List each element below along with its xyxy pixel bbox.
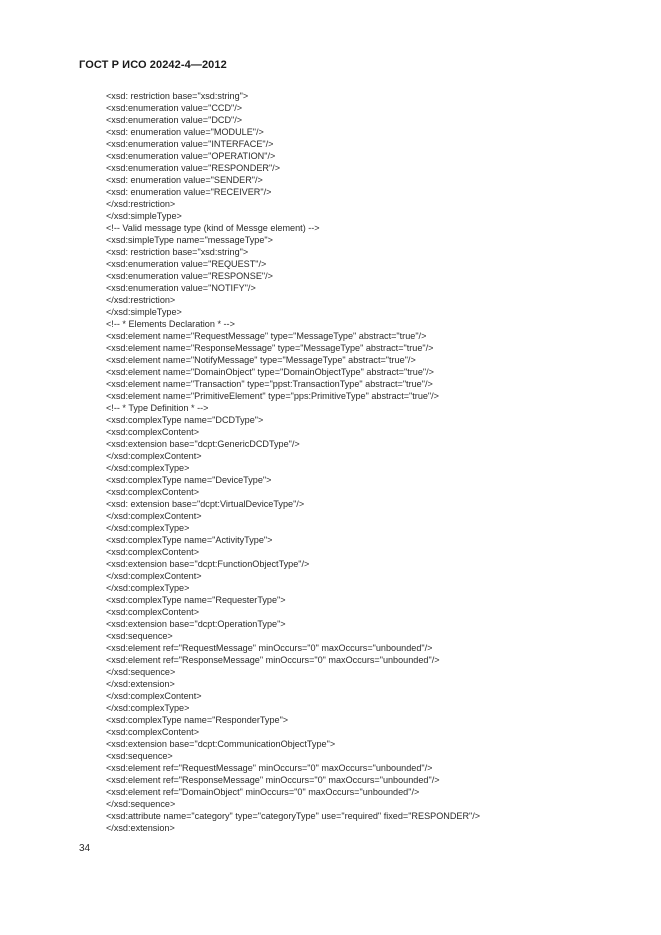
code-line: </xsd:simpleType> [106, 211, 182, 221]
code-line: <xsd: enumeration value="RECEIVER"/> [106, 187, 272, 197]
code-line: <xsd:complexContent> [106, 487, 200, 497]
code-line: <xsd: enumeration value="MODULE"/> [106, 127, 264, 137]
code-line: </xsd:restriction> [106, 295, 176, 305]
code-line: <xsd:complexContent> [106, 607, 200, 617]
code-line: <xsd:extension base="dcpt:OperationType"> [106, 619, 286, 629]
document-header: ГОСТ Р ИСО 20242-4—2012 [79, 59, 227, 71]
code-line: <xsd:complexContent> [106, 547, 200, 557]
code-line: <xsd:element ref="ResponseMessage" minOccurs="0" maxOccurs="unbounded"/> [106, 655, 440, 665]
code-line: <xsd:element name="RequestMessage" type="MessageType" abstract="true"/> [106, 331, 427, 341]
code-line: <xsd:enumeration value="RESPONDER"/> [106, 163, 281, 173]
code-line: </xsd:complexType> [106, 523, 190, 533]
code-line: </xsd:complexContent> [106, 511, 202, 521]
code-line: <xsd:enumeration value="NOTIFY"/> [106, 283, 256, 293]
code-line: <xsd:element name="NotifyMessage" type="MessageType" abstract="true"/> [106, 355, 416, 365]
code-line: <xsd:sequence> [106, 751, 173, 761]
code-line: <xsd:attribute name="category" type="categoryType" use="required" fixed="RESPONDER"/> [106, 811, 481, 821]
code-line: </xsd:complexType> [106, 463, 190, 473]
code-line: </xsd:simpleType> [106, 307, 182, 317]
code-line: <xsd:simpleType name="messageType"> [106, 235, 273, 245]
code-line: <xsd:extension base="dcpt:FunctionObjectType"/> [106, 559, 310, 569]
code-line: </xsd:sequence> [106, 667, 176, 677]
code-line: <xsd:complexType name="ResponderType"> [106, 715, 289, 725]
code-line: <xsd:element name="ResponseMessage" type="MessageType" abstract="true"/> [106, 343, 434, 353]
code-line: <xsd:enumeration value="REQUEST"/> [106, 259, 267, 269]
code-line: <xsd:complexType name="DeviceType"> [106, 475, 272, 485]
code-line: <xsd:complexType name="DCDType"> [106, 415, 264, 425]
code-line: <!-- * Type Definition * --> [106, 403, 209, 413]
code-line: <xsd:complexContent> [106, 427, 200, 437]
code-line: <xsd:enumeration value="OPERATION"/> [106, 151, 276, 161]
code-line: <xsd:element ref="ResponseMessage" minOccurs="0" maxOccurs="unbounded"/> [106, 775, 440, 785]
code-line: <xsd: extension base="dcpt:VirtualDeviceType"/> [106, 499, 305, 509]
code-line: <xsd:element ref="RequestMessage" minOccurs="0" maxOccurs="unbounded"/> [106, 643, 433, 653]
code-line: <xsd:element ref="RequestMessage" minOccurs="0" maxOccurs="unbounded"/> [106, 763, 433, 773]
code-line: <xsd:complexType name="ActivityType"> [106, 535, 273, 545]
code-line: <xsd: restriction base="xsd:string"> [106, 247, 249, 257]
code-line: <xsd:enumeration value="DCD"/> [106, 115, 243, 125]
code-line: <xsd:complexType name="RequesterType"> [106, 595, 286, 605]
code-line: <xsd:element ref="DomainObject" minOccurs="0" maxOccurs="unbounded"/> [106, 787, 420, 797]
code-line: <xsd:sequence> [106, 631, 173, 641]
code-line: </xsd:complexContent> [106, 571, 202, 581]
code-line: </xsd:complexType> [106, 703, 190, 713]
code-line: <xsd: restriction base="xsd:string"> [106, 91, 249, 101]
code-line: <xsd: enumeration value="SENDER"/> [106, 175, 263, 185]
code-line: <xsd:element name="DomainObject" type="DomainObjectType" abstract="true"/> [106, 367, 434, 377]
code-line: <!-- Valid message type (kind of Messge element) --> [106, 223, 320, 233]
code-line: </xsd:extension> [106, 823, 175, 833]
page-number: 34 [79, 843, 91, 854]
code-line: <!-- * Elements Declaration * --> [106, 319, 235, 329]
code-line: <xsd:enumeration value="RESPONSE"/> [106, 271, 273, 281]
code-line: <xsd:element name="PrimitiveElement" type="pps:PrimitiveType" abstract="true"/> [106, 391, 439, 401]
code-line: <xsd:element name="Transaction" type="ppst:TransactionType" abstract="true"/> [106, 379, 433, 389]
code-line: <xsd:extension base="dcpt:CommunicationObjectType"> [106, 739, 336, 749]
code-line: </xsd:complexType> [106, 583, 190, 593]
code-line: </xsd:complexContent> [106, 691, 202, 701]
code-line: </xsd:extension> [106, 679, 175, 689]
code-line: <xsd:enumeration value="INTERFACE"/> [106, 139, 274, 149]
xsd-code-block [106, 90, 626, 834]
code-line: </xsd:sequence> [106, 799, 176, 809]
code-line: </xsd:restriction> [106, 199, 176, 209]
code-line: <xsd:complexContent> [106, 727, 200, 737]
code-line: </xsd:complexContent> [106, 451, 202, 461]
code-line: <xsd:extension base="dcpt:GenericDCDType"/> [106, 439, 300, 449]
code-line: <xsd:enumeration value="CCD"/> [106, 103, 243, 113]
